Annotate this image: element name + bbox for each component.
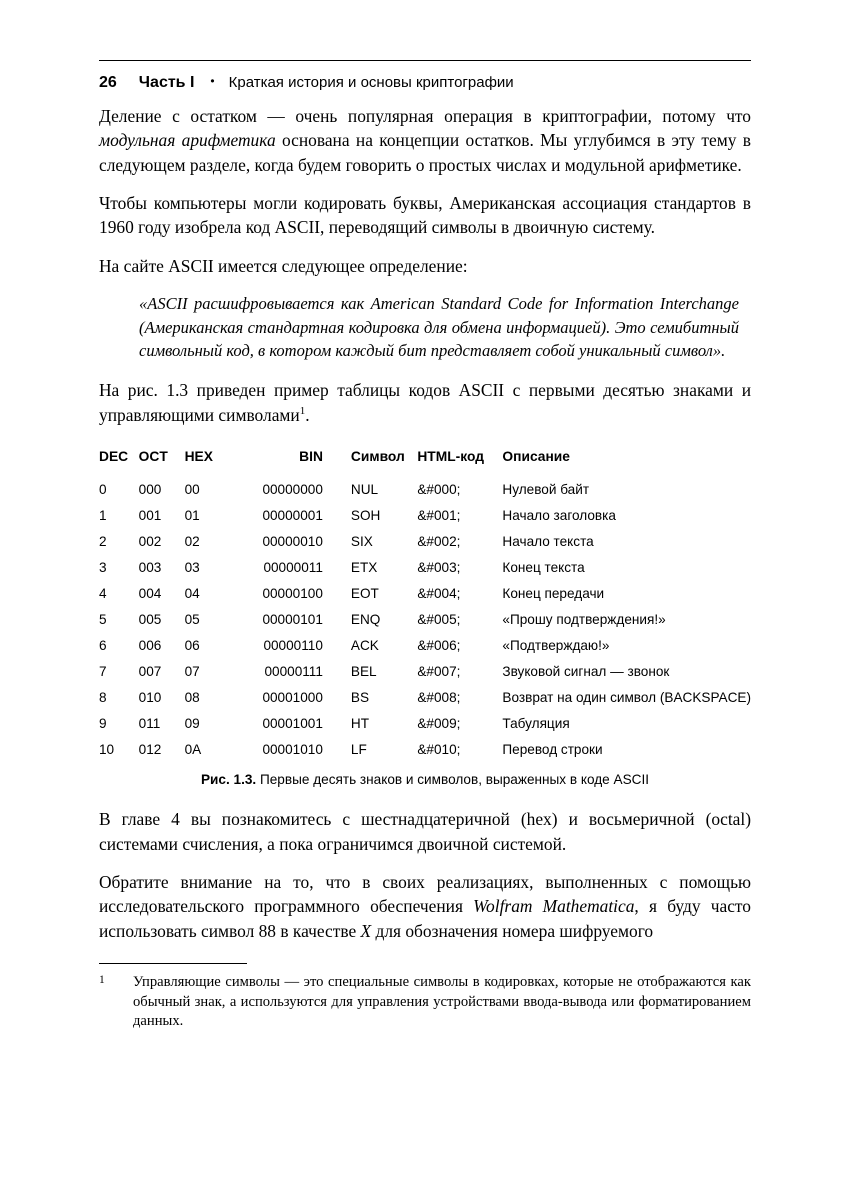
paragraph-4-text: На рис. 1.3 приведен пример таблицы кодов ASCII с первыми десятью знаками и управляющими символами [99, 380, 751, 425]
cell-oct: 010 [138, 689, 162, 705]
paragraph-2: Чтобы компьютеры могли кодировать буквы, Американская ассоциация стандартов в 1960 году изобрела код ASCII, переводящий символы в двоичную систему. [99, 193, 751, 238]
cell-oct: 003 [138, 559, 162, 575]
cell-bin: 00000001 [262, 507, 323, 523]
paragraph-1-text-b: основана на концепции остатков. Мы углубимся в эту тему в следующем разделе, когда будем говорить о простых числах и модульной арифметике. [99, 130, 751, 175]
table-row [99, 684, 751, 710]
cell-symbol: ETX [350, 559, 378, 575]
cell-dec: 5 [99, 611, 107, 627]
cell-oct: 007 [138, 663, 162, 679]
cell-desc: Конец текста [502, 559, 585, 575]
table-row [99, 658, 751, 684]
footnote-reference: 1 [299, 404, 306, 417]
page-content [99, 60, 751, 1032]
cell-desc: Звуковой сигнал — звонок [502, 663, 670, 679]
ascii-table-body [99, 476, 751, 762]
footnote-section [99, 963, 751, 1032]
cell-bin: 00001000 [262, 689, 323, 705]
cell-symbol: SIX [350, 533, 373, 549]
page-number: 26 [99, 74, 117, 91]
cell-symbol: LF [350, 741, 367, 757]
table-row [99, 476, 751, 502]
column-header-oct: OCT [138, 449, 168, 465]
cell-dec: 4 [99, 585, 107, 601]
cell-symbol: ACK [350, 637, 379, 653]
table-row [99, 606, 751, 632]
header-line [99, 74, 514, 92]
cell-oct: 012 [138, 741, 162, 757]
paragraph-6 [99, 870, 751, 943]
cell-symbol: ENQ [350, 611, 381, 627]
figure-caption-label: Рис. 1.3. [200, 772, 257, 788]
paragraph-6-emphasis: Wolfram Mathematica [473, 896, 635, 917]
figure-caption [99, 772, 751, 787]
column-header-dec: DEC [99, 449, 129, 465]
cell-dec: 8 [99, 689, 107, 705]
cell-hex: 07 [184, 663, 200, 679]
paragraph-6-text-a: Обратите внимание на то, что в своих реализациях, выполненных с помощью исследовательского программного обеспечения [99, 871, 751, 917]
paragraph-6-text-b: , я буду часто использовать символ 88 в качестве [99, 896, 751, 941]
footnote-divider [99, 963, 247, 964]
cell-oct: 000 [138, 481, 162, 497]
paragraph-4-text-end: . [305, 404, 310, 425]
paragraph-4 [99, 378, 751, 427]
cell-hex: 02 [184, 533, 200, 549]
cell-symbol: EOT [350, 585, 379, 601]
paragraph-5: В главе 4 вы познакомитесь с шестнадцатеричной (hex) и восьмеричной (octal) системами счисления, а пока ограничимся двоичной системой. [99, 809, 751, 854]
cell-bin: 00000110 [263, 637, 323, 653]
cell-bin: 00000000 [262, 481, 323, 497]
cell-html: &#007; [417, 663, 461, 679]
cell-html: &#006; [417, 637, 461, 653]
cell-dec: 0 [99, 481, 107, 497]
cell-oct: 006 [138, 637, 162, 653]
chapter-title: Краткая история и основы криптографии [228, 74, 514, 91]
table-row [99, 554, 751, 580]
cell-bin: 00001001 [262, 715, 323, 731]
cell-symbol: BEL [350, 663, 377, 679]
cell-dec: 9 [99, 715, 107, 731]
paragraph-1-text-a: Деление с остатком — очень популярная операция в криптографии, потому что [99, 106, 751, 126]
cell-bin: 00000111 [264, 663, 323, 679]
cell-hex: 03 [184, 559, 200, 575]
cell-hex: 06 [184, 637, 200, 653]
cell-html: &#004; [417, 585, 461, 601]
cell-hex: 04 [184, 585, 200, 601]
cell-html: &#003; [417, 559, 461, 575]
cell-hex: 0A [184, 741, 202, 757]
cell-desc: Возврат на один символ (BACKSPACE) [502, 689, 751, 705]
paragraph-3: На сайте ASCII имеется следующее определение: [99, 255, 468, 276]
cell-html: &#002; [417, 533, 461, 549]
cell-oct: 001 [138, 507, 162, 523]
cell-oct: 002 [138, 533, 162, 549]
cell-hex: 09 [184, 715, 200, 731]
cell-desc: Конец передачи [502, 585, 605, 601]
table-row [99, 710, 751, 736]
cell-symbol: HT [350, 715, 370, 731]
cell-hex: 01 [184, 507, 200, 523]
running-header [99, 60, 751, 104]
cell-html: &#000; [417, 481, 461, 497]
cell-bin: 00000101 [262, 611, 323, 627]
cell-hex: 00 [184, 481, 200, 497]
footnote-1 [99, 973, 751, 1032]
cell-dec: 3 [99, 559, 107, 575]
column-header-desc: Описание [502, 449, 570, 465]
cell-symbol: BS [350, 689, 370, 705]
cell-dec: 2 [99, 533, 107, 549]
cell-dec: 6 [99, 637, 107, 653]
cell-oct: 005 [138, 611, 162, 627]
cell-dec: 10 [99, 741, 115, 757]
cell-desc: Начало текста [502, 533, 594, 549]
figure-caption-text: Первые десять знаков и символов, выраженных в коде ASCII [256, 772, 650, 788]
table-row [99, 632, 751, 658]
cell-bin: 00001010 [262, 741, 323, 757]
cell-hex: 05 [184, 611, 200, 627]
table-row [99, 580, 751, 606]
cell-desc: Начало заголовка [502, 507, 616, 523]
cell-bin: 00000011 [263, 559, 323, 575]
paragraph-6-emphasis-2: X [360, 920, 372, 941]
paragraph-1 [99, 104, 751, 177]
cell-hex: 08 [184, 689, 200, 705]
cell-bin: 00000010 [262, 533, 323, 549]
cell-dec: 7 [99, 663, 107, 679]
part-label: Часть I [138, 74, 195, 91]
cell-html: &#005; [417, 611, 461, 627]
cell-symbol: NUL [350, 481, 379, 497]
column-header-symbol: Символ [350, 449, 405, 465]
cell-oct: 004 [138, 585, 162, 601]
cell-desc: Перевод строки [502, 741, 603, 757]
cell-dec: 1 [99, 507, 107, 523]
block-quote: «ASCII расшифровывается как American Standard Code for Information Interchange (Американская стандартная кодировка для обмена информацией). Это семибитный символьный код, в котором каждый бит представляет собой уникальный символ». [139, 294, 739, 360]
bullet-separator-icon: • [210, 74, 215, 88]
footnote-text: Управляющие символы — это специальные символы в кодировках, которые не отображаются как обычный знак, а используются для управления устройствами ввода-вывода или форматированием данных. [133, 973, 751, 1030]
cell-desc: «Подтверждаю!» [502, 637, 610, 653]
ascii-table [99, 449, 751, 762]
table-header-row [99, 449, 751, 476]
header-divider [99, 60, 751, 61]
column-header-hex: HEX [184, 449, 213, 465]
column-header-html: HTML-код [417, 449, 484, 465]
paragraph-6-text-c: для обозначения номера шифруемого [371, 920, 654, 941]
cell-html: &#008; [417, 689, 461, 705]
cell-html: &#009; [417, 715, 461, 731]
cell-html: &#010; [417, 741, 461, 757]
paragraph-1-emphasis: модульная арифметика [99, 130, 276, 151]
table-row [99, 502, 751, 528]
ascii-table-head [99, 449, 751, 476]
cell-html: &#001; [417, 507, 461, 523]
cell-desc: Нулевой байт [502, 481, 590, 497]
cell-bin: 00000100 [262, 585, 323, 601]
cell-symbol: SOH [350, 507, 381, 523]
table-row [99, 736, 751, 762]
cell-desc: «Прошу подтверждения!» [502, 611, 666, 627]
column-header-bin: BIN [299, 449, 323, 465]
table-row [99, 528, 751, 554]
footnote-marker: 1 [99, 973, 105, 986]
cell-desc: Табуляция [502, 715, 570, 731]
cell-oct: 011 [138, 715, 161, 731]
